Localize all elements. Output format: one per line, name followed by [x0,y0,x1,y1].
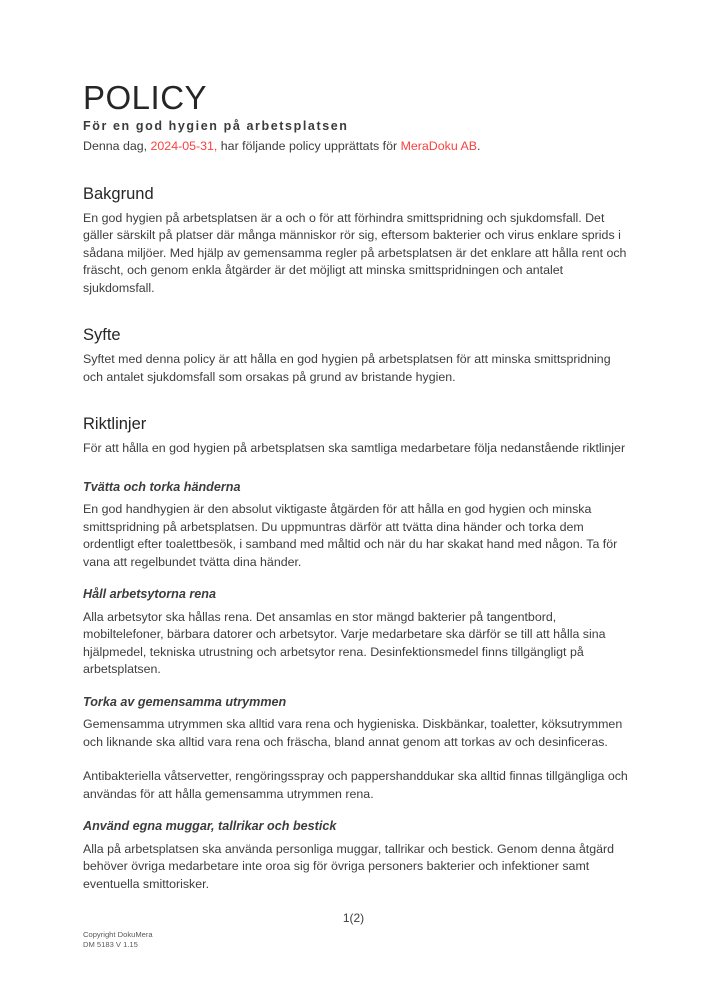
copyright-line-1: Copyright DokuMera [83,930,153,939]
section-heading-bakgrund: Bakgrund [83,184,154,203]
section-paragraph: Gemensamma utrymmen ska alltid vara rena och hygieniska. Diskbänkar, toaletter, köksutrymmen och liknande ska alltid vara rena och fräscha, bland annat genom att torkas av och desinficeras. [83,717,623,749]
intro-prefix: Denna dag, [83,139,151,153]
section-paragraph: Syftet med denna policy är att hålla en god hygien på arbetsplatsen för att minska smittspridning och antalet sjukdomsfall som orsakas på grund av bristande hygien. [83,352,611,384]
document-content [83,0,631,893]
section-paragraph: Antibakteriella våtservetter, rengöringsspray och pappershanddukar ska alltid finnas tillgängliga och användas för att hålla gemensamma utrymmen rena. [83,769,628,801]
sub-heading-tvatta-handerna: Tvätta och torka händerna [83,479,241,494]
section-paragraph: En god hygien på arbetsplatsen är a och o för att förhindra smittspridning och sjukdomsfall. Det gäller särskilt på platser där många människor rör sig, eftersom bakterier och virus enklare sprids i sådana miljöer. Med hjälp av gemensamma regler på arbetsplatsen är det enklare att hålla rent och fräscht, och genom enkla åtgärder är det möjligt att minska smittspridningen och antalet sjukdomsfall. [83,210,627,295]
date-value: 2024-05-31, [150,139,218,153]
spacer [83,458,631,464]
section-paragraph: Alla arbetsytor ska hållas rena. Det ansamlas en stor mängd bakterier på tangentbord, mobiltelefoner, bärbara datorer och arbetsytor. Varje medarbetare ska därför se till att hålla sina hjälpmedel, tekniska utrustning och arbetsytor rena. Desinfektionsmedel finns tillgängligt på arbetsplatsen. [83,609,606,676]
copyright-block [83,930,153,950]
intro-middle: har följande policy upprättats för [217,139,401,153]
section-heading-riktlinjer: Riktlinjer [83,415,147,433]
doc-title: POLICY [83,79,208,116]
sub-heading-hall-arbetsytorna-rena: Håll arbetsytorna rena [83,587,216,601]
intro-suffix: . [477,139,481,153]
page-number: 1(2) [342,911,365,925]
intro-line [83,138,631,156]
section-heading-syfte: Syfte [83,326,121,344]
doc-subtitle: För en god hygien på arbetsplatsen [83,119,349,133]
section-paragraph: Alla på arbetsplatsen ska använda personliga muggar, tallrikar och bestick. Genom denna åtgärd behöver övriga medarbetare inte oroa sig för övriga personers bakterier och infektioner samt eventuella smittorisker. [83,841,615,891]
section-paragraph: En god handhygien är den absolut viktigaste åtgärden för att hålla en god hygien och minska smittspridning på arbetsplatsen. Du uppmuntras därför att tvätta dina händer och torka dem ordentligt efter toalettbesök, i samband med måltid och när du har skakat hand med någon. Ta för vana att regelbundet tvätta dina händer. [83,502,618,569]
copyright-line-2: DM 5183 V 1.15 [83,940,138,949]
sub-heading-torka-av-gemensamma-utrymmen: Torka av gemensamma utrymmen [83,694,287,709]
sub-heading-anvand-egna-muggar: Använd egna muggar, tallrikar och bestick [83,819,337,833]
company-name: MeraDoku AB [400,139,478,153]
section-paragraph: För att hålla en god hygien på arbetsplatsen ska samtliga medarbetare följa nedanstående riktlinjer [83,441,626,455]
